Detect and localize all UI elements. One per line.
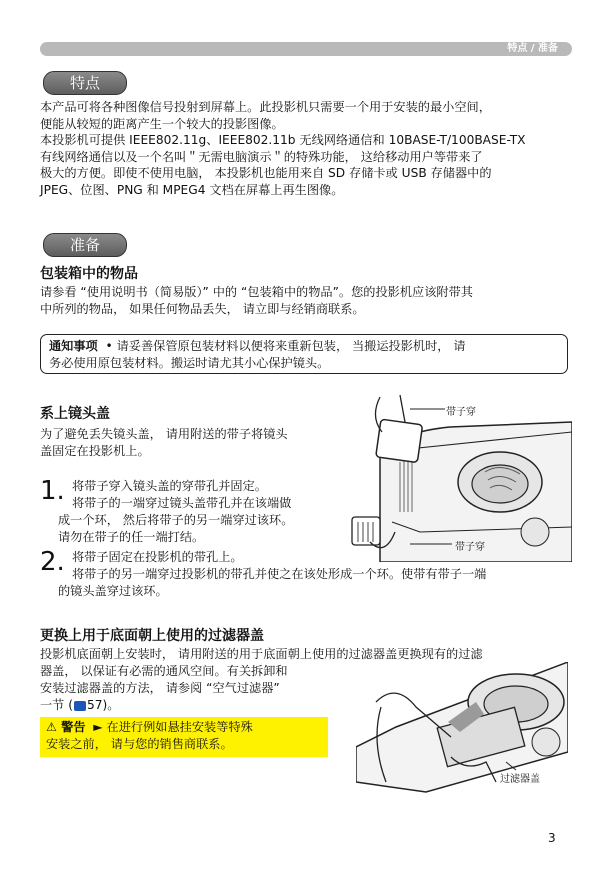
section-label: 特点 / 准备 xyxy=(507,43,558,54)
step2-line-3: 的镜头盖穿过该环。 xyxy=(58,584,168,598)
lens-cover-intro xyxy=(40,426,288,459)
filter-title: 更换上用于底面朝上使用的过滤器盖 xyxy=(40,628,264,644)
warning-line-1 xyxy=(46,719,322,736)
contents-title: 包装箱中的物品 xyxy=(40,266,138,282)
step1-line-1: 将带子穿入镜头盖的穿带孔并固定。 xyxy=(72,479,267,493)
intro-line: 盖固定在投影机上。 xyxy=(40,443,150,458)
warning-box xyxy=(40,717,328,757)
warning-text-2: 安装之前， 请与您的销售商联系。 xyxy=(46,737,233,751)
notice-box xyxy=(40,334,568,374)
contents-line: 中所列的物品， 如果任何物品丢失， 请立即与经销商联系。 xyxy=(40,301,365,316)
step2-line-2: 将带子的另一端穿过投影机的带孔并使之在该处形成一个环。使带有带子一端 xyxy=(72,567,487,581)
header-bar xyxy=(40,42,572,56)
filter-line-4 xyxy=(40,697,119,714)
warning-label: ⚠ 警告 xyxy=(46,720,86,734)
filter-line-2: 器盖， 以保证有必需的通风空间。有关拆卸和 xyxy=(40,664,288,678)
notice-text-1: • 请妥善保管原包装材料以便将来重新包装， 当搬运投影机时， 请 xyxy=(105,339,466,353)
filter-ref-prefix: 一节 ( xyxy=(40,698,74,712)
notice-label: 通知事项 xyxy=(49,339,98,353)
contents-line: 请参看 “使用说明书（简易版）” 中的 “包装箱中的物品”。您的投影机应该附带其 xyxy=(40,285,473,299)
step1-line-3: 成一个环， 然后将带子的另一端穿过该环。 xyxy=(58,513,294,527)
features-line: 本产品可将各种图像信号投射到屏幕上。此投影机只需要一个用于安装的最小空间， xyxy=(40,100,491,114)
step1-line-4: 请勿在带子的任一端打结。 xyxy=(58,530,205,544)
features-paragraph xyxy=(40,99,526,198)
warning-text-1: ► 在进行例如悬挂安装等特殊 xyxy=(93,720,253,734)
strap-callout-top: 带子穿 xyxy=(446,407,476,418)
lens-cover-title: 系上镜头盖 xyxy=(40,406,110,422)
filter-ref-suffix: 57)。 xyxy=(87,698,120,712)
features-heading: 特点 xyxy=(43,71,127,95)
notice-text-2: 务必使用原包装材料。搬运时请尤其小心保护镜头。 xyxy=(49,356,330,370)
step2-number: 2. xyxy=(40,547,65,577)
features-line: 有线网络通信以及一个名叫＂无需电脑演示＂的特殊功能， 这给移动用户等带来了 xyxy=(40,149,483,164)
step1-number: 1. xyxy=(40,476,65,506)
contents-paragraph xyxy=(40,284,473,317)
preparation-heading: 准备 xyxy=(43,233,127,257)
intro-line: 为了避免丢失镜头盖， 请用附送的带子将镜头 xyxy=(40,427,288,441)
filter-callout: 过滤器盖 xyxy=(500,774,540,785)
notice-line-1 xyxy=(49,338,559,355)
features-line: 本投影机可提供 IEEE802.11g、IEEE802.11b 无线网络通信和 10BASE-T/100BASE-TX xyxy=(40,133,526,147)
book-icon[interactable] xyxy=(74,701,86,711)
features-line: JPEG、位图、PNG 和 MPEG4 文档在屏幕上再生图像。 xyxy=(40,182,344,197)
page-number: 3 xyxy=(548,831,556,845)
features-line: 便能从较短的距离产生一个较大的投影图像。 xyxy=(40,116,284,131)
step1-line-2: 将带子的一端穿过镜头盖带孔并在该端做 xyxy=(72,496,292,510)
filter-line-3: 安装过滤器盖的方法， 请参阅 “空气过滤器” xyxy=(40,681,280,695)
strap-callout-bottom: 带子穿 xyxy=(455,542,485,553)
features-line: 极大的方便。即使不使用电脑， 本投影机也能用来自 SD 存储卡或 USB 存储器中的 xyxy=(40,166,492,180)
filter-line-1: 投影机底面朝上安装时， 请用附送的用于底面朝上使用的过滤器盖更换现有的过滤 xyxy=(40,647,483,661)
step2-line-1: 将带子固定在投影机的带孔上。 xyxy=(72,550,243,564)
